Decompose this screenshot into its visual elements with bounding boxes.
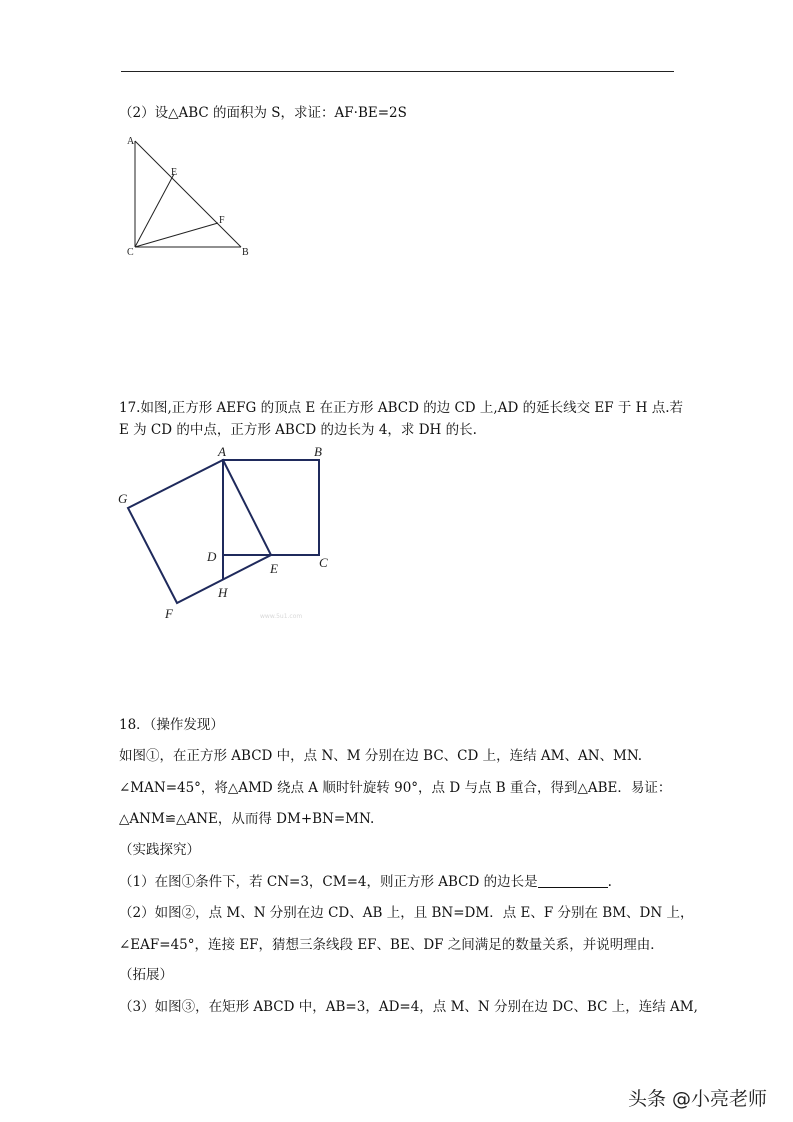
label-f: F (165, 606, 173, 621)
q18-line3: △ANM≌△ANE，从而得 DM+BN=MN. (119, 811, 375, 827)
label-b: B (242, 247, 249, 258)
label-a: A (127, 136, 135, 147)
segment-ab (135, 141, 241, 247)
q18-part1-end: . (607, 874, 612, 890)
q18-title: 18．（操作发现） (119, 717, 224, 733)
q18-part2-line1: （2）如图②，点 M、N 分别在边 CD、AB 上，且 BN=DM．点 E、F 分别在 BM、DN 上， (119, 905, 694, 921)
label-a: A (218, 444, 226, 459)
label-g: G (118, 491, 128, 506)
label-c: C (319, 555, 328, 570)
triangle-figure (118, 130, 268, 265)
q18-part3: （3）如图③，在矩形 ABCD 中，AB=3，AD=4，点 M、N 分别在边 DC、BC 上，连结 AM, (119, 999, 698, 1015)
toutiao-watermark: 头条 @小亮老师 (628, 1088, 768, 1110)
square-aefg (128, 460, 271, 603)
q17-line2: E 为 CD 的中点，正方形 ABCD 的边长为 4，求 DH 的长. (119, 422, 477, 438)
label-h: H (218, 585, 228, 600)
answer-blank (538, 874, 608, 888)
label-e: E (270, 561, 278, 576)
square-abcd (223, 460, 319, 555)
q18-line2: ∠MAN=45°，将△AMD 绕点 A 顺时针旋转 90°，点 D 与点 B 重合，得到△ABE．易证： (119, 780, 672, 796)
q16-part2-text: （2）设△ABC 的面积为 S，求证：AF·BE=2S (119, 105, 407, 121)
q17-line1: 17.如图,正方形 AEFG 的顶点 E 在正方形 ABCD 的边 CD 上,AD 的延长线交 EF 于 H 点.若 (119, 400, 684, 416)
q18-extension-heading: （拓展） (119, 967, 173, 983)
label-e: E (171, 167, 178, 178)
q18-part1 (119, 873, 612, 891)
label-d: D (207, 549, 217, 564)
figure-watermark: www.5u1.com (260, 613, 303, 620)
squares-figure (110, 440, 350, 625)
header-rule (121, 71, 674, 72)
label-f: F (219, 215, 225, 226)
label-c: C (127, 247, 134, 258)
segment-ce (135, 174, 174, 247)
segment-cf (135, 223, 218, 247)
q18-part1-text: （1）在图①条件下，若 CN=3，CM=4，则正方形 ABCD 的边长是 (119, 874, 538, 890)
q18-line1: 如图①，在正方形 ABCD 中，点 N、M 分别在边 BC、CD 上，连结 AM、AN、MN. (119, 748, 643, 764)
label-b: B (314, 444, 322, 459)
q18-practice-heading: （实践探究） (119, 842, 200, 858)
q18-part2-line2: ∠EAF=45°，连接 EF，猜想三条线段 EF、BE、DF 之间满足的数量关系，并说明理由． (119, 937, 664, 953)
